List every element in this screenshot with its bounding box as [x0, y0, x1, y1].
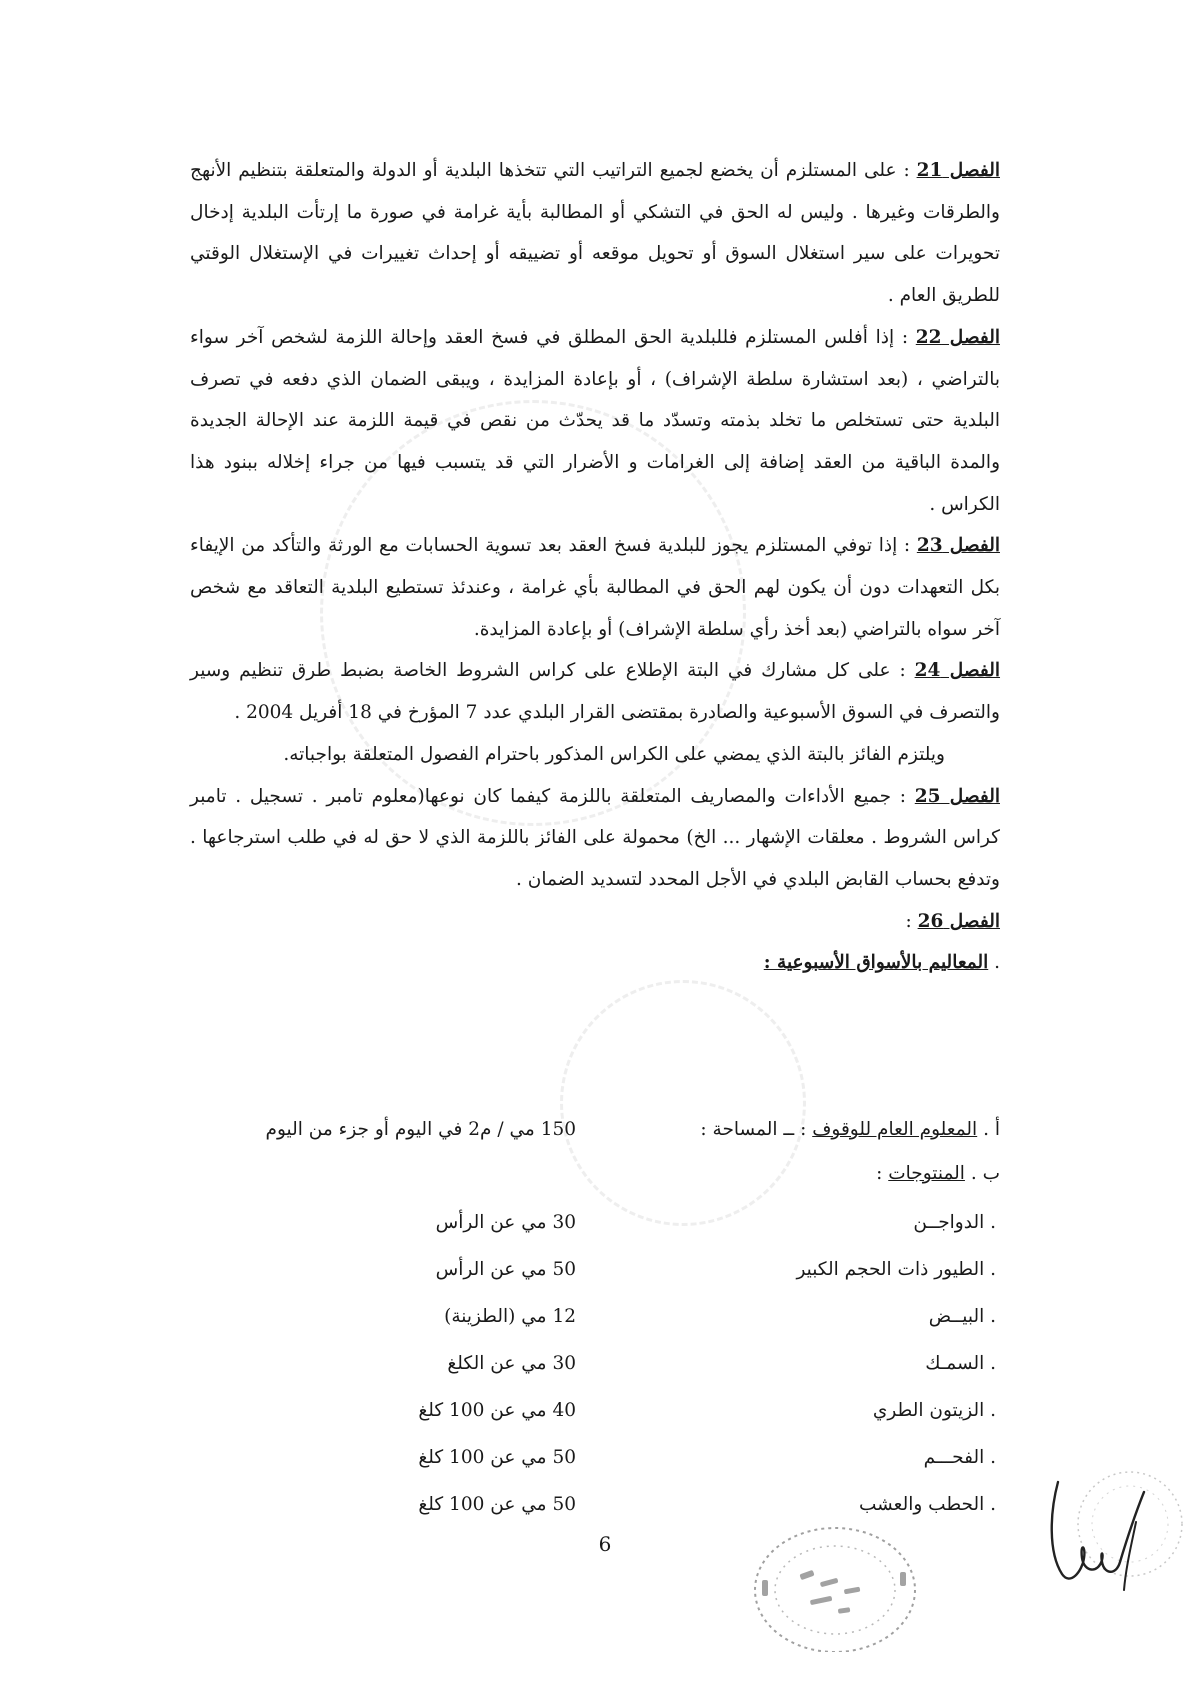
product-row: [190, 1387, 1000, 1434]
article-21-heading: الفصل 21: [916, 160, 1000, 181]
products-title: [876, 1153, 1000, 1195]
product-row: [190, 1340, 1000, 1387]
product-name: . الدواجــن: [913, 1212, 996, 1233]
product-row: [190, 1246, 1000, 1293]
handwritten-signature: [1040, 1462, 1170, 1602]
article-25-heading: الفصل 25: [914, 785, 1000, 807]
article-25: [190, 776, 1000, 901]
fees-title-line: [190, 942, 1000, 984]
article-22: [190, 317, 1000, 526]
article-24-text: : على كل مشارك في البتة الإطلاع على كراس الشروط الخاصة بضبط طرق تنظيم وسير والتصرف في السوق الأسبوعية والصادرة بمقتضى القرار البلدي عدد 7 المؤرخ في 18 أفريل 2004 .: [190, 660, 1000, 724]
general-fee-row: [190, 1109, 1000, 1151]
products-title-prefix: ب .: [964, 1163, 1000, 1184]
article-22-text: : إذا أفلس المستلزم فللبلدية الحق المطلق في فسخ العقد وإحالة اللزمة لشخص آخر سواء بالتراضي ، (بعد استشارة سلطة الإشراف) ، أو بإعادة المزايدة ، ويبقى الضمان الذي دفعه في تصرف البلدية حتى تستخلص ما تخلد بذمته وتسدّد ما قد يحدّث من نقص في قيمة اللزمة عند الإحالة الجديدة والمدة الباقية من العقد إضافة إلى الغرامات و الأضرار التي قد يتسبب فيها من جراء إخلاله ببنود هذا الكراس .: [190, 326, 1000, 515]
page-number: 6: [598, 1532, 612, 1556]
article-24-followup-text: ويلتزم الفائز بالبتة الذي يمضي على الكراس المذكور باحترام الفصول المتعلقة بواجباته.: [283, 743, 945, 765]
product-row: [190, 1434, 1000, 1481]
article-23-text: : إذا توفي المستلزم يجوز للبلدية فسخ العقد بعد تسوية الحسابات مع الورثة والتأكد من الإيفاء بكل التعهدات دون أن يكون لهم الحق في المطالبة بأي غرامة ، وعندئذ تستطيع البلدية التعاقد مع شخص آخر سواه بالتراضي (بعد أخذ رأي سلطة الإشراف) أو بإعادة المزايدة.: [190, 535, 1000, 640]
faint-background-stamp: [560, 980, 806, 1226]
article-24: [190, 650, 1000, 733]
product-name: . السمـك: [925, 1353, 996, 1374]
products-title-label: المنتوجات: [888, 1163, 965, 1184]
article-26-colon: :: [905, 910, 918, 932]
article-24-heading: الفصل 24: [914, 660, 1001, 682]
article-21: [190, 150, 1000, 317]
product-row: [190, 1293, 1000, 1340]
product-row: [190, 1199, 1000, 1246]
product-price: 40 مي عن 100 كلغ: [418, 1400, 576, 1421]
product-price: 50 مي عن الرأس: [435, 1259, 576, 1280]
product-name: . الزيتون الطري: [872, 1400, 996, 1421]
product-price: 50 مي عن 100 كلغ: [418, 1447, 576, 1468]
general-fee-label: [700, 1109, 1000, 1151]
product-name: . البيــض: [928, 1306, 996, 1327]
article-25-text: : جميع الأداءات والمصاريف المتعلقة باللزمة كيفما كان نوعها(معلوم تامبر . تسجيل . تامبر كراس الشروط . معلقات الإشهار ... الخ) محمولة على الفائز باللزمة الذي لا حق له في طلب استرجاعها . وتدفع بحساب القابض البلدي في الأجل المحدد لتسديد الضمان .: [190, 785, 1000, 890]
article-26: [190, 901, 1000, 943]
article-24-followup: [190, 734, 1000, 776]
general-fee-prefix: أ .: [977, 1119, 1000, 1140]
article-23-heading: الفصل 23: [916, 535, 1000, 557]
product-price: 30 مي عن الكلغ: [447, 1353, 576, 1374]
general-fee-suffix: : ــ المساحة :: [700, 1119, 813, 1140]
product-name: . الفحـــم: [923, 1447, 996, 1468]
fees-title: المعاليم بالأسواق الأسبوعية :: [763, 952, 989, 974]
article-21-text: : على المستلزم أن يخضع لجميع التراتيب التي تتخذها البلدية أو الدولة والمتعلقة بتنظيم الأنهج والطرقات وغيرها . وليس له الحق في التشكي أو المطالبة بأية غرامة في صورة ما إرتأت البلدية إدخال تحويرات على سير استغلال السوق أو تحويل موقعه أو تضييقه أو إحداث تغييرات في الإستغلال الوقتي للطريق العام .: [190, 160, 1000, 307]
article-23: [190, 525, 1000, 650]
document-body: [190, 150, 1000, 984]
product-price: 30 مي عن الرأس: [435, 1212, 576, 1233]
products-list: [190, 1199, 1000, 1528]
products-title-suffix: :: [876, 1163, 889, 1184]
official-seal-stamp: [740, 1502, 930, 1652]
fees-bullet: .: [988, 952, 1000, 974]
product-price: 12 مي (الطزينة): [444, 1306, 576, 1327]
general-fee-value: 150 مي / م2 في اليوم أو جزء من اليوم: [265, 1119, 576, 1140]
general-fee-title: المعلوم العام للوقوف: [812, 1119, 978, 1140]
product-name: . الطيور ذات الحجم الكبير: [796, 1259, 996, 1280]
product-name: . الحطب والعشب: [858, 1494, 996, 1515]
product-price: 50 مي عن 100 كلغ: [418, 1494, 576, 1515]
article-22-heading: الفصل 22: [915, 326, 1000, 348]
article-26-heading: الفصل 26: [917, 910, 1000, 932]
